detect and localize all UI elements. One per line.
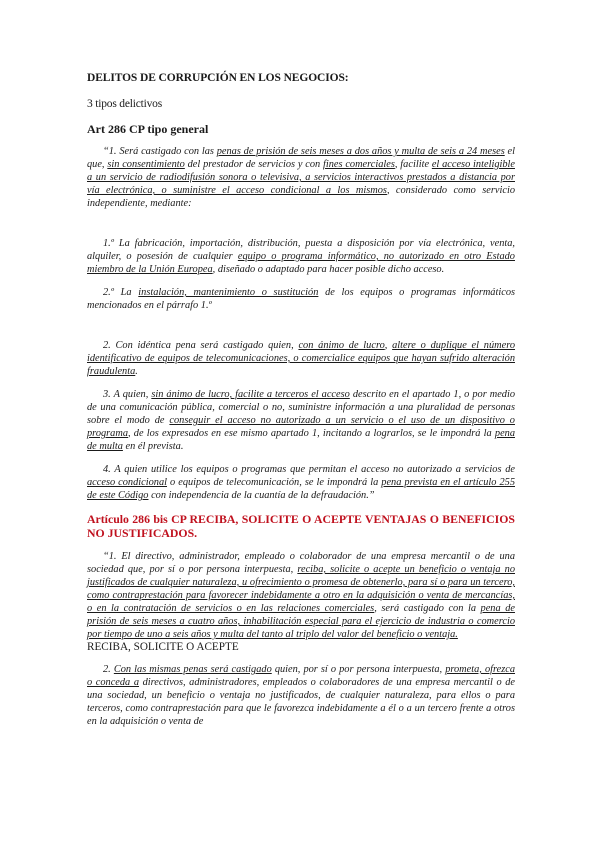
- paragraph-art286-3: 3. A quien, sin ánimo de lucro, facilite a terceros el acceso descrito en el apartado 1, o por medio de una comunicación pública, comercial o no, suministre información a una pluralidad de personas sobre el modo de conseguir el acceso no autorizado a un servicio o el uso de un dispositivo o programa, de los expresados en ese mismo apartado 1, incitando a lograrlos, se le impondrá la pena de multa en él prevista.: [87, 389, 516, 452]
- inline-note-reciba: RECIBA, SOLICITE O ACEPTE: [87, 641, 239, 653]
- section-title-art286bis: Artículo 286 bis CP RECIBA, SOLICITE O ACEPTE VENTAJAS O BENEFICIOS NO JUSTIFICADOS.: [87, 512, 515, 540]
- paragraph-art286-1-1: 1.º La fabricación, importación, distribución, puesta a disposición por vía electrónica, venta, alquiler, o posesión de cualquier equipo o programa informático, no autorizado en otro Estado miembro de la Unión Europea, diseñado o adaptado para hacer posible dicho acceso.: [87, 238, 515, 275]
- paragraph-art286-1-2: 2.º La instalación, mantenimiento o sustitución de los equipos o programas informáticos mencionados en el párrafo 1.º: [87, 287, 516, 311]
- document-subheading: 3 tipos delictivos: [87, 98, 162, 110]
- paragraph-art286bis-1: “1. El directivo, administrador, empleado o colaborador de una empresa mercantil o de una sociedad que, por sí o por persona interpuesta, reciba, solicite o acepte un beneficio o ventaja no justificados de cualquier naturaleza, u ofrecimiento o promesa de obtenerlo, para sí o para un tercero, como contraprestación para favorecer indebidamente a otro en la adquisición o venta de mercancías, o en la contratación de servicios o en las relaciones comerciales, será castigado con la pena de prisión de seis meses a cuatro años, inhabilitación especial para el ejercicio de industria o comercio por tiempo de uno a seis años y multa del tanto al triplo del valor del beneficio o ventaja.: [87, 551, 515, 640]
- document-heading: DELITOS DE CORRUPCIÓN EN LOS NEGOCIOS:: [87, 72, 349, 84]
- paragraph-art286-2: 2. Con idéntica pena será castigado quien, con ánimo de lucro, altere o duplique el número identificativo de equipos de telecomunicaciones, o comercialice equipos que hayan sufrido alteración fraudulenta.: [87, 340, 516, 377]
- section-title-art286: Art 286 CP tipo general: [87, 122, 209, 136]
- paragraph-art286bis-2: 2. Con las mismas penas será castigado quien, por sí o por persona interpuesta, prometa, ofrezca o conceda a directivos, administradores, empleados o colaboradores de una empresa mercantil o de una sociedad, un beneficio o ventaja no justificados, de cualquier naturaleza, para ellos o para terceros, como contraprestación para que le favorezca indebidamente a él o a un tercero frente a otros en la adquisición o venta de: [87, 664, 516, 727]
- paragraph-art286-4: 4. A quien utilice los equipos o programas que permitan el acceso no autorizado a servicios de acceso condicional o equipos de telecomunicación, se le impondrá la pena prevista en el artículo 255 de este Código con independencia de la cuantía de la defraudación.”: [87, 464, 515, 501]
- paragraph-art286-1: “1. Será castigado con las penas de prisión de seis meses a dos años y multa de seis a 24 meses el que, sin consentimiento del prestador de servicios y con fines comerciales, facilite el acceso inteligible a un servicio de radiodifusión sonora o televisiva, a servicios interactivos prestados a distancia por vía electrónica, o suministre el acceso condicional a los mismos, considerado como servicio independiente, mediante:: [87, 146, 515, 209]
- document-page: [87, 66, 515, 728]
